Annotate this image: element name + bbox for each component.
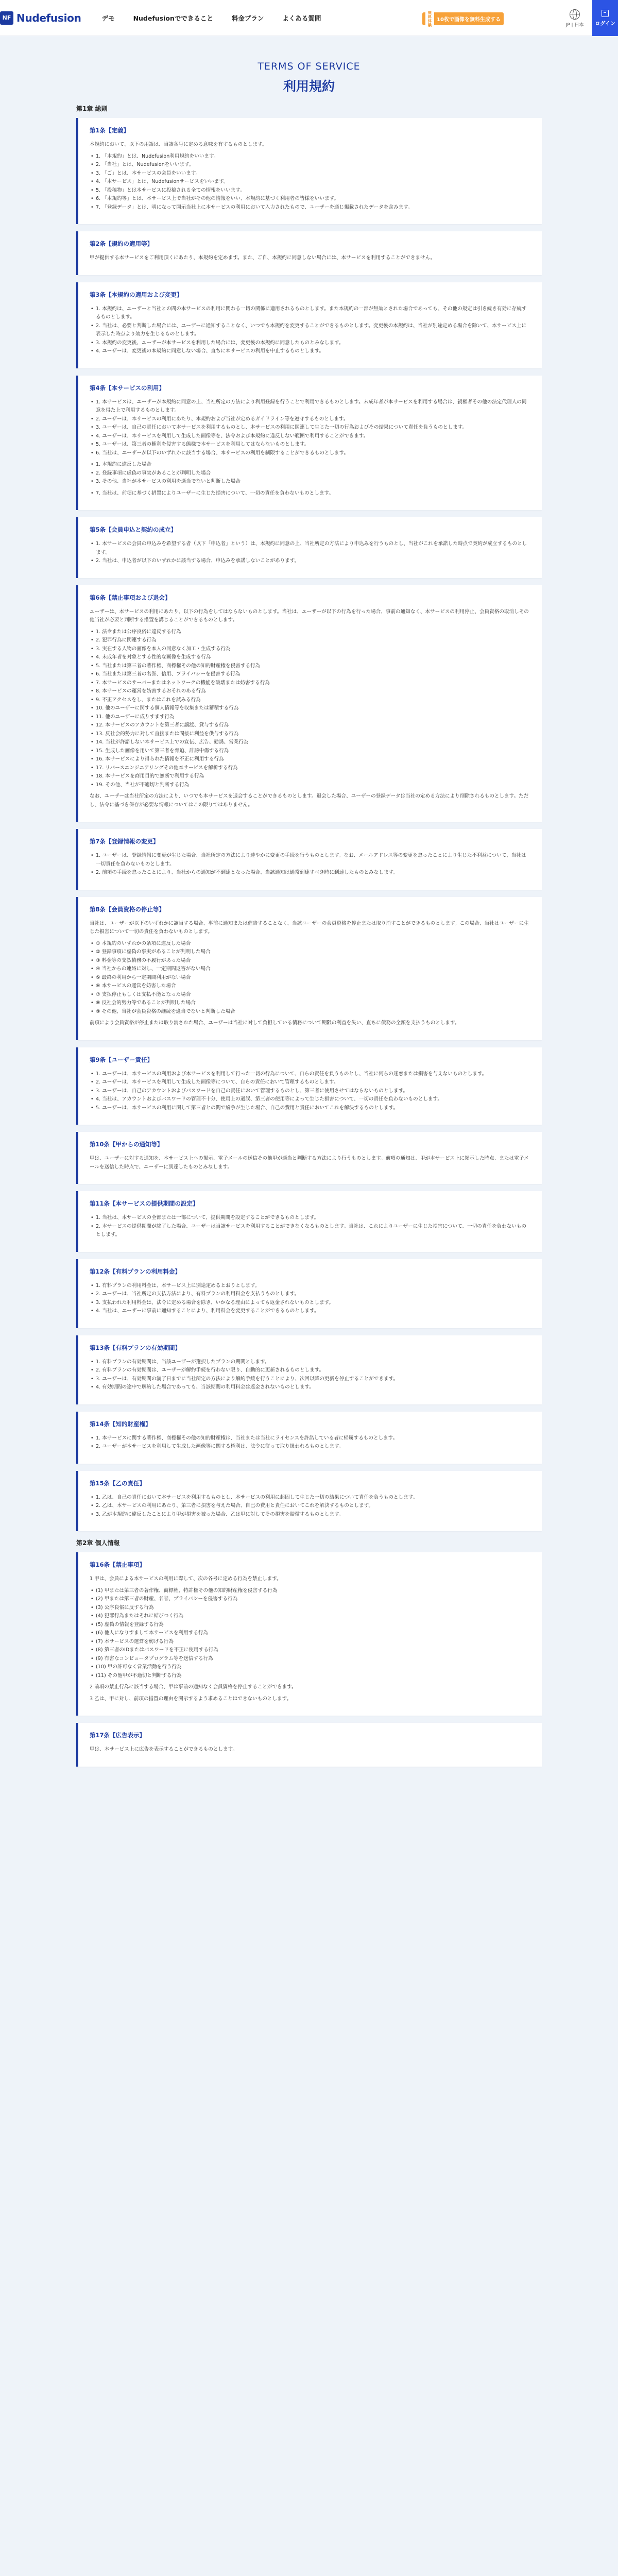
list-item: • 1. 有料プランの有効期間は、当該ユーザーが選択したプランの期間とします。 xyxy=(90,1358,530,1367)
article-card xyxy=(76,1471,542,1532)
article-list xyxy=(90,1282,530,1316)
article-card xyxy=(76,829,542,890)
article-paragraph: ユーザーは、本サービスの利用にあたり、以下の行為をしてはならないものとします。当社は、ユーザーが以下の行為を行った場合、事前の通知なく、本サービスの利用停止、会員資格の取消しその他当社が必要と判断する措置を講じることができるものとします。 xyxy=(90,608,529,623)
list-item: • 3. 乙が本規約に違反したことにより甲が損害を被った場合、乙は甲に対してその損害を賠償するものとします。 xyxy=(90,1511,530,1519)
list-item: • 4. 有効期間の途中で解約した場合であっても、当該期間の利用料金は返金されないものとします。 xyxy=(90,1383,530,1392)
list-item: • 5. 「投稿物」とは本サービスに投稿される全ての情報をいいます。 xyxy=(90,187,530,195)
list-item: • 3. ユーザーは、自己の責任において本サービスを利用するものとし、本サービスの利用に関連して生じた一切の行為およびその結果について責任を負うものとします。 xyxy=(90,423,530,432)
login-icon xyxy=(602,10,609,17)
article-paragraph: 本規約において、以下の用語は、当該各号に定める意味を有するものとします。 xyxy=(90,142,267,147)
list-item: • (4) 犯罪行為またはそれに結びつく行為 xyxy=(90,1612,530,1621)
list-item: • 6. 「本規約等」とは、本サービス上で当社がその他の情報をいい、本規約に基づく利用者の皆様をいいます。 xyxy=(90,195,530,204)
article-title: 第8条【会員資格の停止等】 xyxy=(90,905,165,913)
list-item: • 1. 「本規約」とは、Nudefusion利用規約をいいます。 xyxy=(90,152,530,161)
article-title: 第13条【有料プランの有効期間】 xyxy=(90,1344,181,1351)
list-item: • 2. ユーザーが本サービスを利用して生成した画像等に関する権利は、法令に従って取り扱われるものとします。 xyxy=(90,1443,530,1451)
article-card xyxy=(76,231,542,275)
article-title: 第2条【規約の適用等】 xyxy=(90,240,153,247)
list-item: • 16. 本サービスにより得られた情報を不正に利用する行為 xyxy=(90,755,530,764)
list-item: • (6) 他人になりすまして本サービスを利用する行為 xyxy=(90,1629,530,1638)
article-card xyxy=(76,376,542,511)
article-title: 第15条【乙の責任】 xyxy=(90,1479,146,1487)
article-title: 第5条【会員申込と契約の成立】 xyxy=(90,526,177,533)
article-paragraph: 甲は、本サービス上に広告を表示することができるものとします。 xyxy=(90,1747,238,1752)
list-item: • (7) 本サービスの運営を妨げる行為 xyxy=(90,1638,530,1647)
list-item: • 14. 当社が許諾しない本サービス上での宣伝、広告、勧誘、営業行為 xyxy=(90,738,530,747)
list-item: • 3. 本規約の変更後、ユーザーが本サービスを利用した場合には、変更後の本規約に同意したものとみなします。 xyxy=(90,339,530,348)
article-card xyxy=(76,1191,542,1252)
list-item: • 1. 本規約に違反した場合 xyxy=(90,461,530,469)
list-item: • 7. 当社は、前項に基づく措置によりユーザーに生じた損害について、一切の責任を負わないものとします。 xyxy=(90,489,530,498)
globe-icon xyxy=(570,9,580,20)
list-item: • 1. 当社は、本サービスの全部または一部について、提供期間を設定することができるものとします。 xyxy=(90,1214,530,1223)
article-title: 第10条【甲からの通知等】 xyxy=(90,1141,163,1148)
login-button[interactable] xyxy=(592,0,618,36)
free-trial-label: 10枚で画像を無料生成する xyxy=(437,17,501,23)
article-list xyxy=(90,852,530,877)
list-item: • 5. 当社または第三者の著作権、商標権その他の知的財産権を侵害する行為 xyxy=(90,662,530,671)
list-item: • 7. 「登録データ」とは、明になって開示当社上に本サービスの利用において入力されたもので、ユーザーを通じ掲載されたデータを含みます。 xyxy=(90,204,530,212)
nav-faq[interactable]: よくある質問 xyxy=(282,14,321,22)
list-item: • 4. ユーザーは、本サービスを利用して生成した画像等を、法令および本規約に違反しない範囲で利用することができます。 xyxy=(90,432,530,441)
site-logo[interactable] xyxy=(0,0,81,36)
list-item: • (8) 第三者のIDまたはパスワードを不正に使用する行為 xyxy=(90,1646,530,1655)
site-header xyxy=(0,0,618,36)
list-item: • 6. 当社または第三者の名誉、信用、プライバシーを侵害する行為 xyxy=(90,670,530,679)
list-item: • ⑥ 本サービスの運営を妨害した場合 xyxy=(90,982,530,991)
article-list xyxy=(90,1434,530,1451)
list-item: • 7. 本サービスのサーバーまたはネットワークの機能を破壊または妨害する行為 xyxy=(90,679,530,688)
list-item: • 3. 「ご」とは、本サービスの会員をいいます。 xyxy=(90,170,530,178)
chapter xyxy=(76,1538,542,1767)
list-item: • ⑨ その他、当社が会員資格の継続を適当でないと判断した場合 xyxy=(90,1008,530,1016)
article-title: 第14条【知的財産権】 xyxy=(90,1420,151,1428)
list-item: • 3. その他、当社が本サービスの利用を適当でないと判断した場合 xyxy=(90,478,530,486)
list-item: • 5. ユーザーは、本サービスの利用に関して第三者との間で紛争が生じた場合、自己の費用と責任においてこれを解決するものとします。 xyxy=(90,1104,530,1113)
article-list xyxy=(90,628,530,790)
list-item: • 4. 当社は、ユーザーに事前に通知することにより、利用料金を変更することができるものとします。 xyxy=(90,1307,530,1316)
article-card xyxy=(76,1047,542,1125)
list-item: • 8. 本サービスの運営を妨害するおそれのある行為 xyxy=(90,687,530,696)
article-title: 第12条【有料プランの利用料金】 xyxy=(90,1267,181,1275)
list-item: • 1. ユーザーは、登録情報に変更が生じた場合、当社所定の方法により速やかに変更の手続を行うものとします。なお、メールアドレス等の変更を怠ったことにより生じた不利益について、当社は一切責任を負わないものとします。 xyxy=(90,852,530,869)
article-card xyxy=(76,1412,542,1464)
article-list xyxy=(90,1587,530,1681)
article-list xyxy=(90,1358,530,1392)
article-card xyxy=(76,897,542,1040)
list-item: • ⑧ 反社会的勢力等であることが判明した場合 xyxy=(90,999,530,1008)
list-item: • ④ 当社からの連絡に対し、一定期間返答がない場合 xyxy=(90,965,530,974)
article-paragraph: 甲は、ユーザーに対する通知を、本サービス上への掲示、電子メールの送信その他甲が適当と判断する方法により行うものとします。前項の通知は、甲が本サービス上に掲示した時点、または電子メールを送信した時点で、ユーザーに到達したものとみなします。 xyxy=(90,1156,529,1170)
article-title: 第1条【定義】 xyxy=(90,127,130,134)
page-title-en: TERMS OF SERVICE xyxy=(258,61,360,72)
article-title: 第9条【ユーザー責任】 xyxy=(90,1056,153,1063)
list-item: • (2) 甲または第三者の財産、名誉、プライバシーを侵害する行為 xyxy=(90,1595,530,1604)
chapter-title: 第2章 個人情報 xyxy=(76,1539,120,1547)
list-item: • 2. ユーザーは、本サービスを利用して生成した画像等について、自らの責任において管理するものとします。 xyxy=(90,1078,530,1087)
nav-features[interactable]: Nudefusionでできること xyxy=(133,14,213,22)
main-nav xyxy=(102,13,321,23)
article-title: 第4条【本サービスの利用】 xyxy=(90,384,165,392)
list-item: • 15. 生成した画像を用いて第三者を脅迫、誹謗中傷する行為 xyxy=(90,747,530,756)
nav-demo[interactable]: デモ xyxy=(101,14,115,22)
article-card xyxy=(76,585,542,822)
list-item: • 2. ユーザーは、本サービスの利用にあたり、本規約および当社が定めるガイドライン等を遵守するものとします。 xyxy=(90,415,530,424)
logo-mark: NF xyxy=(0,11,13,25)
list-item: • 17. リバースエンジニアリングその他本サービスを解析する行為 xyxy=(90,764,530,773)
free-trial-button[interactable] xyxy=(422,12,504,25)
list-item: • 19. その他、当社が不適切と判断する行為 xyxy=(90,781,530,790)
list-item: • 6. 当社は、ユーザーが以下のいずれかに該当する場合、本サービスの利用を制限することができるものとします。 xyxy=(90,449,530,458)
list-item: • ⑤ 最終の利用から一定期間利用がない場合 xyxy=(90,974,530,982)
list-item: • 10. 他のユーザーに関する個人情報等を収集または蓄積する行為 xyxy=(90,704,530,713)
list-item: • 3. 実在する人物の画像を本人の同意なく加工・生成する行為 xyxy=(90,645,530,654)
list-item: • 18. 本サービスを商用目的で無断で利用する行為 xyxy=(90,772,530,781)
article-title: 第17条【広告表示】 xyxy=(90,1732,146,1739)
list-item: • 1. 法令または公序良俗に違反する行為 xyxy=(90,628,530,637)
list-item: • ⑦ 支払停止もしくは支払不能となった場合 xyxy=(90,991,530,999)
list-item: • 2. 「当社」とは、Nudefusionをいいます。 xyxy=(90,161,530,170)
article-list xyxy=(90,1070,530,1113)
list-item: • (11) その他甲が不適切と判断する行為 xyxy=(90,1672,530,1681)
article-list xyxy=(90,1494,530,1519)
list-item: • 1. 本サービスに関する著作権、商標権その他の知的財産権は、当社または当社にライセンスを許諾している者に帰属するものとします。 xyxy=(90,1434,530,1443)
article-title: 第11条【本サービスの提供期間の設定】 xyxy=(90,1200,199,1207)
list-item: • 3. 支払われた利用料金は、法令に定める場合を除き、いかなる理由によっても返金されないものとします。 xyxy=(90,1299,530,1308)
article-list xyxy=(90,398,530,458)
article-card xyxy=(76,517,542,578)
article-list xyxy=(90,461,530,486)
article-paragraph: なお、ユーザーは当社所定の方法により、いつでも本サービスを退会することができるものとします。退会した場合、ユーザーの登録データは当社の定める方法により削除されるものとします。ただし、法令に基づき保存が必要な情報についてはこの限りではありません。 xyxy=(90,793,529,808)
list-item: • (5) 虚偽の情報を登録する行為 xyxy=(90,1621,530,1630)
list-item: • 2. 当社は、必要と判断した場合には、ユーザーに通知することなく、いつでも本規約を変更することができるものとします。変更後の本規約は、当社が別途定める場合を除いて、本サービス上に表示した時点より効力を生じるものとします。 xyxy=(90,322,530,339)
list-item: • 2. ユーザーは、当社所定の支払方法により、有料プランの利用料金を支払うものとします。 xyxy=(90,1290,530,1299)
article-title: 第7条【登録情報の変更】 xyxy=(90,838,159,845)
article-paragraph: 2 前項の禁止行為に該当する場合、甲は事前の通知なく会員資格を停止することができます。 xyxy=(90,1684,297,1690)
article-list xyxy=(90,1214,530,1240)
article-card xyxy=(76,1723,542,1767)
list-item: • (1) 甲または第三者の著作権、商標権、特許権その他の知的財産権を侵害する行為 xyxy=(90,1587,530,1596)
article-list xyxy=(90,940,530,1016)
article-title: 第6条【禁止事項および退会】 xyxy=(90,594,171,601)
page-title: 利用規約 xyxy=(283,79,335,94)
article-card xyxy=(76,1259,542,1328)
list-item: • 4. 「本サービス」とは、Nudefusionサービスをいいます。 xyxy=(90,178,530,187)
list-item: • 1. ユーザーは、本サービスの利用および本サービスを利用して行った一切の行為について、自らの責任を負うものとし、当社に何らの迷惑または損害を与えないものとします。 xyxy=(90,1070,530,1079)
list-item: • 2. 犯罪行為に関連する行為 xyxy=(90,636,530,645)
list-item: • (3) 公序良俗に反する行為 xyxy=(90,1604,530,1613)
list-item: • 2. 前項の手続を怠ったことにより、当社からの通知が不到達となった場合、当該通知は通常到達すべき時に到達したものとみなします。 xyxy=(90,869,530,877)
list-item: • 1. 有料プランの利用料金は、本サービス上に別途定めるとおりとします。 xyxy=(90,1282,530,1291)
list-item: • (9) 有害なコンピュータプログラム等を送信する行為 xyxy=(90,1655,530,1664)
language-selector[interactable] xyxy=(564,9,585,28)
article-title: 第16条【禁止事項】 xyxy=(90,1561,146,1568)
article-card xyxy=(76,1335,542,1404)
list-item: • 2. 本サービスの提供期間が終了した場合、ユーザーは当該サービスを利用することができなくなるものとします。当社は、これによりユーザーに生じた損害について、一切の責任を負わないものとします。 xyxy=(90,1223,530,1240)
article-list xyxy=(90,305,530,356)
list-item: • 1. 本サービスの会員の申込みを希望する者（以下「申込者」という）は、本規約に同意の上、当社所定の方法により申込みを行うものとし、当社がこれを承諾した時点で契約が成立するものとします。 xyxy=(90,540,530,557)
terms-content xyxy=(76,102,542,1774)
list-item: • ① 本規約のいずれかの条項に違反した場合 xyxy=(90,940,530,948)
list-item: • ③ 料金等の支払債務の不履行があった場合 xyxy=(90,957,530,965)
list-item: • 1. 本規約は、ユーザーと当社との間の本サービスの利用に関わる一切の関係に適用されるものとします。また本規約の一部が無効とされた場合であっても、その他の規定は引き続き有効に存続するものとします。 xyxy=(90,305,530,322)
list-item: • 3. ユーザーは、自己のアカウントおよびパスワードを自己の責任において管理するものとし、第三者に使用させてはならないものとします。 xyxy=(90,1087,530,1096)
list-item: • 2. 有料プランの有効期間は、ユーザーが解約手続を行わない限り、自動的に更新されるものとします。 xyxy=(90,1366,530,1375)
article-title: 第3条【本規約の適用および変更】 xyxy=(90,291,183,298)
list-item: • 2. 当社は、申込者が以下のいずれかに該当する場合、申込みを承諾しないことがあります。 xyxy=(90,557,530,566)
list-item: • 1. 乙は、自己の責任において本サービスを利用するものとし、本サービスの利用に起因して生じた一切の結果について責任を負うものとします。 xyxy=(90,1494,530,1502)
free-trial-badge: 無料 体験 xyxy=(425,10,434,28)
login-label: ログイン xyxy=(595,21,615,27)
list-item: • 2. 登録事項に虚偽の事実があることが判明した場合 xyxy=(90,469,530,478)
list-item: • 12. 本サービスのアカウントを第三者に譲渡、貸与する行為 xyxy=(90,721,530,730)
logo-text: Nudefusion xyxy=(16,11,81,24)
list-item: • 1. 本サービスは、ユーザーが本規約に同意の上、当社所定の方法により利用登録を行うことで利用できるものとします。未成年者が本サービスを利用する場合は、親権者その他の法定代理人の同意を得た上で利用するものとします。 xyxy=(90,398,530,415)
article-paragraph: 前項により会員資格が停止または取り消された場合、ユーザーは当社に対して負担している債務について期限の利益を失い、直ちに債務の全額を支払うものとします。 xyxy=(90,1020,460,1026)
article-list xyxy=(90,152,530,212)
chapter-title: 第1章 総則 xyxy=(76,105,108,112)
article-card xyxy=(76,1552,542,1716)
article-paragraph: 1 甲は、会員による本サービスの利用に際して、次の各号に定める行為を禁止します。 xyxy=(90,1576,282,1582)
chapter xyxy=(76,104,542,1531)
list-item: • 4. ユーザーは、変更後の本規約に同意しない場合、直ちに本サービスの利用を中止するものとします。 xyxy=(90,347,530,356)
list-item: • (10) 甲の許可なく営業活動を行う行為 xyxy=(90,1663,530,1672)
list-item: • 9. 不正アクセスをし、またはこれを試みる行為 xyxy=(90,696,530,705)
article-card xyxy=(76,282,542,368)
nav-pricing[interactable]: 料金プラン xyxy=(231,14,264,22)
list-item: • 2. 乙は、本サービスの利用にあたり、第三者に損害を与えた場合、自己の費用と責任においてこれを解決するものとします。 xyxy=(90,1502,530,1511)
article-card xyxy=(76,118,542,224)
list-item: • 11. 他のユーザーに成りすます行為 xyxy=(90,713,530,722)
list-item: • 4. 未成年者を対象とする性的な画像を生成する行為 xyxy=(90,653,530,662)
article-paragraph: 当社は、ユーザーが以下のいずれかに該当する場合、事前に通知または催告することなく、当該ユーザーの会員資格を停止または取り消すことができるものとします。この場合、当社はユーザーに生じた損害について一切の責任を負わないものとします。 xyxy=(90,920,529,935)
article-list xyxy=(90,489,530,498)
article-paragraph: 3 乙は、甲に対し、前項の措置の理由を開示するよう求めることはできないものとします。 xyxy=(90,1696,292,1702)
list-item: • 13. 反社会的勢力に対して直接または間接に利益を供与する行為 xyxy=(90,730,530,739)
list-item: • 3. ユーザーは、有効期間の満了日までに当社所定の方法により解約手続を行うことにより、次回以降の更新を停止することができます。 xyxy=(90,1375,530,1384)
article-paragraph: 甲が提供する本サービスをご利用頂くにあたり、本規約を定めます。また、ご自、本規約に同意しない場合には、本サービスを利用することができません。 xyxy=(90,255,436,261)
list-item: • 5. ユーザーは、第三者の権利を侵害する態様で本サービスを利用してはならないものとします。 xyxy=(90,440,530,449)
article-list xyxy=(90,540,530,566)
article-card xyxy=(76,1132,542,1184)
list-item: • 4. 当社は、アカウントおよびパスワードの管理不十分、使用上の過誤、第三者の使用等によって生じた損害について、一切の責任を負わないものとします。 xyxy=(90,1095,530,1104)
list-item: • ② 登録事項に虚偽の事実があることが判明した場合 xyxy=(90,948,530,957)
language-label: JP | 日本 xyxy=(565,23,584,28)
